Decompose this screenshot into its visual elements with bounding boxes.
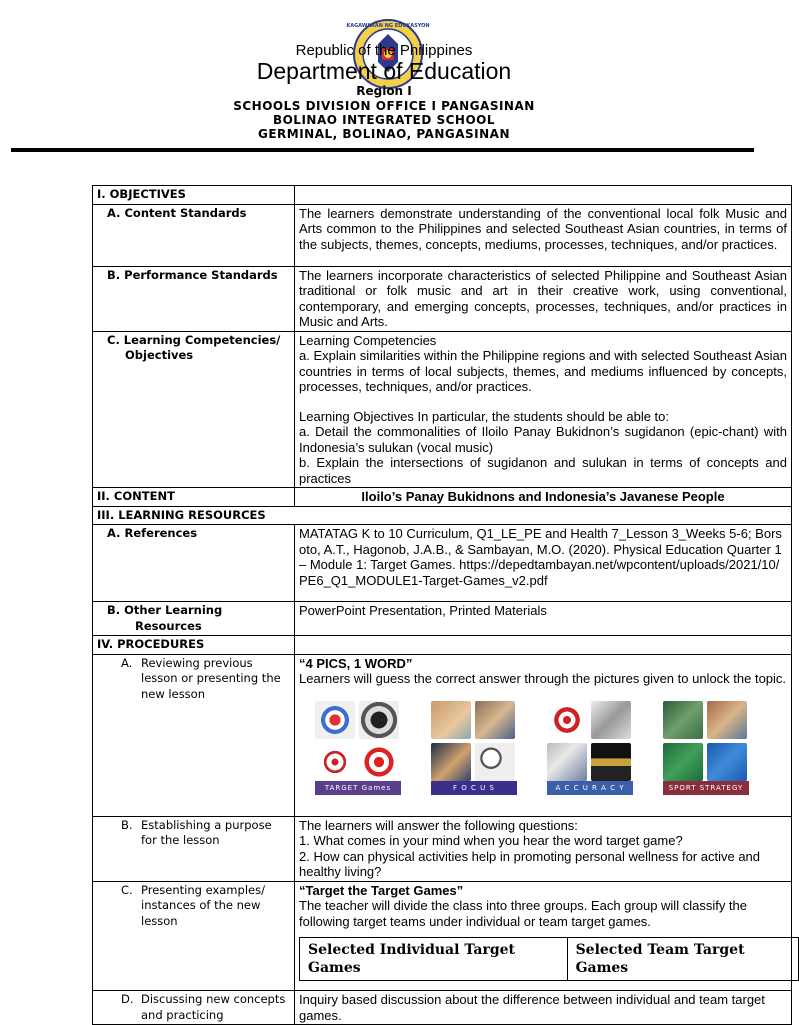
table-row bbox=[93, 654, 792, 816]
header-divider bbox=[11, 148, 754, 152]
spacer bbox=[299, 395, 787, 409]
procedure-c-title: Presenting examples/ instances of the new lesson bbox=[141, 882, 265, 928]
school-line: BOLINAO INTEGRATED SCHOOL bbox=[272, 113, 496, 127]
target-games-text: The teacher will divide the class into three groups. Each group will classify the following target teams under individual or team target games. bbox=[299, 898, 747, 929]
procedure-b-title: Establishing a purpose for the lesson bbox=[141, 817, 272, 847]
republic-line: Republic of the Philippines bbox=[295, 42, 473, 59]
letterhead bbox=[0, 0, 768, 160]
procedures-heading: IV. PROCEDURES bbox=[93, 636, 295, 655]
competencies-label-line1: C. Learning Competencies/ bbox=[107, 332, 281, 347]
performance-standards-label: B. Performance Standards bbox=[93, 266, 295, 331]
lesson-plan-table bbox=[92, 185, 792, 1025]
other-resources-label-line2: Resources bbox=[135, 618, 202, 633]
table-row bbox=[93, 204, 792, 266]
department-title: Department of Education bbox=[256, 58, 512, 84]
procedure-letter: B. bbox=[121, 817, 133, 832]
other-resources-label-line1: B. Other Learning bbox=[107, 603, 223, 617]
pic-caption: SPORT STRATEGY bbox=[663, 781, 749, 795]
content-standards-label: A. Content Standards bbox=[93, 204, 295, 266]
pic-caption: F O C U S bbox=[431, 781, 517, 795]
references-text: MATATAG K to 10 Curriculum, Q1_LE_PE and Health 7_Lesson 3_Weeks 5-6; Borsoto, A.T., Hagonob, J.A.B., & Sambayan, M.O. (2020). Physical Education Quarter 1 – Module 1: Target Games. https://depedtambayan.net/wpcontent/uploads/2021/10/PE6_Q1_MODULE1-Target-Games_v2.pdf bbox=[295, 525, 792, 602]
performance-standards-text: The learners incorporate characteristics of selected Philippine and Southeast Asian traditional or folk music and art in their creative work, using conventional, contemporary, and emerging concepts, processes, techniques, and/or practices in Music and Arts. bbox=[295, 266, 792, 331]
content-topic: Iloilo’s Panay Bukidnons and Indonesia’s Javanese People bbox=[295, 488, 792, 507]
table-row bbox=[93, 186, 792, 205]
objective-a: a. Detail the commonalities of Iloilo Panay Bukidnon’s sugidanon (epic-chant) with Indonesia’s sulukan (vocal music) bbox=[299, 424, 787, 455]
table-row bbox=[93, 331, 792, 488]
table-row bbox=[93, 266, 792, 331]
objectives-intro: Learning Objectives In particular, the students should be able to: bbox=[299, 408, 670, 424]
procedure-letter: D. bbox=[121, 992, 134, 1006]
individual-games-header: Selected Individual Target Games bbox=[300, 938, 568, 981]
table-row bbox=[93, 525, 792, 602]
procedure-c-label bbox=[93, 881, 295, 991]
pic-focus bbox=[431, 701, 517, 797]
empty-cell bbox=[295, 636, 792, 655]
address-line: GERMINAL, BOLINAO, PANGASINAN bbox=[257, 127, 510, 141]
table-row bbox=[93, 602, 792, 636]
four-pics-text: Learners will guess the correct answer through the pictures given to unlock the topic. bbox=[299, 671, 787, 686]
target-games-title: “Target the Target Games” bbox=[299, 882, 464, 898]
references-label: A. References bbox=[93, 525, 295, 602]
target-games-classification-table bbox=[299, 937, 799, 981]
procedure-letter: A. bbox=[121, 655, 133, 670]
competencies-label bbox=[93, 331, 295, 488]
pic-sport-strategy bbox=[663, 701, 749, 797]
competencies-label-line2: Objectives bbox=[125, 348, 194, 362]
question-2: 2. How can physical activities help in promoting personal wellness for active and healthy living? bbox=[299, 848, 761, 879]
seal-text: KAGAWARAN NG EDUKASYON bbox=[346, 23, 430, 29]
team-games-header: Selected Team Target Games bbox=[567, 938, 798, 981]
division-line: SCHOOLS DIVISION OFFICE I PANGASINAN bbox=[233, 99, 535, 113]
objective-b: b. Explain the intersections of sugidanon and sulukan in terms of concepts and practices bbox=[299, 455, 787, 486]
region-line: Region I bbox=[356, 84, 412, 98]
table-row bbox=[93, 506, 792, 525]
table-row bbox=[93, 816, 792, 881]
pic-caption: A C C U R A C Y bbox=[547, 781, 633, 795]
procedure-b-cell bbox=[295, 816, 792, 881]
table-row bbox=[93, 991, 792, 1025]
four-pics-title: “4 PICS, 1 WORD” bbox=[299, 655, 413, 671]
other-resources-label bbox=[93, 602, 295, 636]
pic-target-games bbox=[315, 701, 401, 797]
other-resources-text: PowerPoint Presentation, Printed Materials bbox=[295, 602, 792, 636]
content-standards-text: The learners demonstrate understanding of the conventional local folk Music and Arts common to the Philippines and selected Southeast Asian countries, in terms of the subjects, themes, concepts, mediums, processes, techniques, and/or practices. bbox=[295, 204, 792, 266]
procedure-a-label bbox=[93, 654, 295, 816]
table-row bbox=[93, 636, 792, 655]
competencies-cell bbox=[295, 331, 792, 488]
procedure-d-text: Inquiry based discussion about the difference between individual and team target games. bbox=[295, 991, 792, 1025]
table-row bbox=[93, 881, 792, 991]
resources-heading: III. LEARNING RESOURCES bbox=[93, 506, 792, 525]
procedure-b-label bbox=[93, 816, 295, 881]
pic-caption: TARGET Games bbox=[315, 781, 401, 795]
procedure-a-title: Reviewing previous lesson or presenting the new lesson bbox=[141, 655, 281, 701]
objectives-heading: I. OBJECTIVES bbox=[93, 186, 295, 205]
four-pics-row bbox=[315, 701, 787, 797]
content-heading: II. CONTENT bbox=[93, 488, 295, 507]
procedure-c-cell bbox=[295, 881, 792, 991]
procedure-letter: C. bbox=[121, 882, 133, 897]
empty-cell bbox=[295, 186, 792, 205]
procedure-a-cell bbox=[295, 654, 792, 816]
pic-accuracy bbox=[547, 701, 633, 797]
competency-a: a. Explain similarities within the Philippine regions and with selected Southeast Asian countries in terms of local subjects, themes, and mediums influenced by concepts, processes, techniques, and/or practices. bbox=[299, 348, 787, 394]
procedure-d-title: Discussing new concepts and practicing bbox=[141, 992, 286, 1022]
procedure-d-label bbox=[93, 991, 295, 1025]
competencies-heading: Learning Competencies bbox=[299, 332, 437, 348]
question-1: 1. What comes in your mind when you hear the word target game? bbox=[299, 833, 683, 848]
table-row bbox=[93, 488, 792, 507]
purpose-intro: The learners will answer the following questions: bbox=[299, 817, 578, 833]
